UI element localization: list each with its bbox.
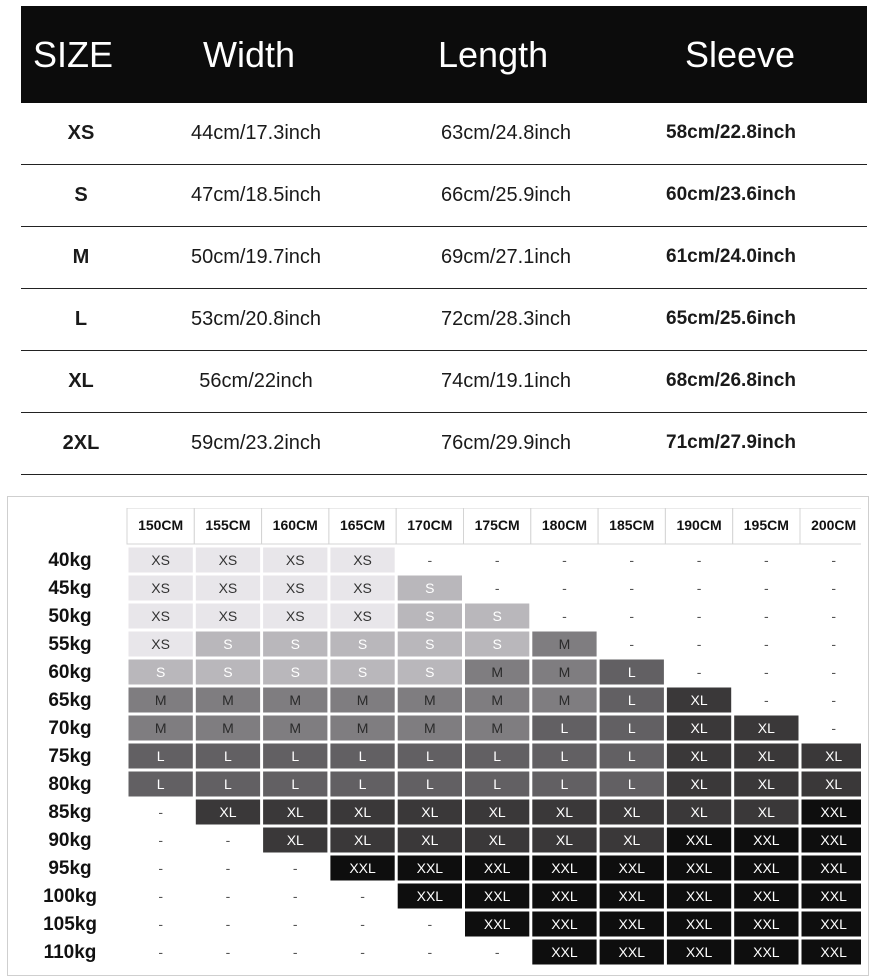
size-cell-label: S xyxy=(425,608,435,624)
size-cell-label: M xyxy=(222,720,234,736)
size-cell-label: XXL xyxy=(618,888,645,904)
header-sleeve: Sleeve xyxy=(685,34,796,75)
size-cell-label: XXL xyxy=(753,944,780,960)
size-cell-label: - xyxy=(158,888,163,904)
weight-label: 95kg xyxy=(48,858,92,879)
size-cell-label: XS xyxy=(151,580,170,596)
height-header: 195CM xyxy=(743,517,789,533)
size-cell-label: - xyxy=(562,608,567,624)
size-cell-label: - xyxy=(158,944,163,960)
weight-label: 60kg xyxy=(48,662,92,683)
size-cell-label: - xyxy=(427,552,433,568)
size-cell-label: - xyxy=(629,608,635,624)
size-cell-label: - xyxy=(225,888,231,904)
size-cell-label: XXL xyxy=(685,916,713,932)
size-cell-label: XS xyxy=(285,580,305,596)
size-cell-label: XL xyxy=(690,776,708,792)
size-cell-label: L xyxy=(560,720,569,736)
size-cell-label: XL xyxy=(690,804,708,820)
size-cell-label: M xyxy=(222,692,234,708)
size-cell-label: - xyxy=(360,944,365,960)
weight-label: 90kg xyxy=(48,830,92,851)
size-row-xs xyxy=(21,103,867,165)
weight-label: 55kg xyxy=(48,634,92,655)
size-row-s xyxy=(21,165,867,227)
size-cell-label: - xyxy=(629,636,635,652)
size-cell-label: XXL xyxy=(753,832,780,848)
size-cell-label: XXL xyxy=(349,860,376,876)
size-cell-label: L xyxy=(224,748,232,764)
sleeve-value: 71cm/27.9inch xyxy=(666,432,796,453)
size-label: 2XL xyxy=(62,432,100,454)
size-cell-label: M xyxy=(491,664,503,680)
size-cell-label: - xyxy=(360,888,365,904)
size-cell-label: XXL xyxy=(618,916,645,932)
size-cell-label: S xyxy=(492,608,502,624)
size-cell-label: XXL xyxy=(753,888,780,904)
size-cell-label: XXL xyxy=(753,860,780,876)
size-cell-label: - xyxy=(158,860,163,876)
height-header: 160CM xyxy=(272,517,318,533)
size-cell-label: - xyxy=(831,552,836,568)
size-cell-label: XL xyxy=(488,804,506,820)
sleeve-value: 68cm/26.8inch xyxy=(666,370,796,391)
sleeve-value: 65cm/25.6inch xyxy=(666,308,796,329)
size-cell-label: M xyxy=(491,692,503,708)
size-cell-label: L xyxy=(627,720,636,736)
size-cell-label: M xyxy=(289,720,302,736)
size-table-header xyxy=(21,6,867,103)
size-cell-label: - xyxy=(696,552,702,568)
weight-label: 70kg xyxy=(48,718,92,739)
size-cell-label: XL xyxy=(757,804,775,820)
size-cell-label: XL xyxy=(623,804,641,820)
size-cell-label: L xyxy=(493,776,502,792)
size-cell-label: - xyxy=(225,944,231,960)
size-cell-label: S xyxy=(425,636,435,652)
size-cell-label: - xyxy=(696,636,702,652)
size-cell-label: XS xyxy=(151,608,170,624)
size-cell-label: S xyxy=(290,664,300,680)
size-cell-label: M xyxy=(491,720,503,736)
size-cell-label: XL xyxy=(421,832,439,848)
size-cell-label: - xyxy=(764,636,769,652)
size-cell-label: XXL xyxy=(685,944,713,960)
size-cell-label: XXL xyxy=(551,860,578,876)
size-cell-label: - xyxy=(831,608,836,624)
size-label: S xyxy=(74,184,88,206)
size-cell-label: L xyxy=(425,776,434,792)
size-cell-label: - xyxy=(764,664,769,680)
size-cell-label: S xyxy=(492,636,502,652)
fit-chart-grid xyxy=(12,508,861,968)
size-cell-label: XXL xyxy=(483,888,511,904)
size-cell-label: XXL xyxy=(483,860,511,876)
size-cell-label: XXL xyxy=(416,888,444,904)
size-cell-label: XL xyxy=(219,804,237,820)
size-cell-label: S xyxy=(223,636,233,652)
width-value: 56cm/22inch xyxy=(199,370,313,392)
size-cell-label: XS xyxy=(353,608,372,624)
size-cell-label: XXL xyxy=(685,888,713,904)
width-value: 53cm/20.8inch xyxy=(190,308,322,330)
size-cell-label: XS xyxy=(218,580,238,596)
height-header: 190CM xyxy=(676,517,722,533)
size-cell-label: XXL xyxy=(820,804,847,820)
size-cell-label: - xyxy=(764,580,769,596)
size-cell-label: - xyxy=(225,832,231,848)
height-header: 165CM xyxy=(339,517,386,533)
size-cell-label: XXL xyxy=(551,916,578,932)
size-cell-label: XXL xyxy=(551,944,578,960)
size-cell-label: - xyxy=(831,580,836,596)
size-cell-label: XL xyxy=(825,748,843,764)
sleeve-value: 58cm/22.8inch xyxy=(666,122,796,143)
size-cell-label: XL xyxy=(825,776,843,792)
size-cell-label: XL xyxy=(757,748,775,764)
size-cell-label: - xyxy=(696,580,702,596)
size-cell-label: XL xyxy=(421,804,439,820)
size-table xyxy=(21,6,867,475)
size-cell-label: L xyxy=(560,748,569,764)
size-cell-label: L xyxy=(358,776,367,792)
size-cell-label: XL xyxy=(690,692,708,708)
size-cell-label: S xyxy=(155,664,166,680)
size-label: L xyxy=(74,308,88,330)
size-cell-label: - xyxy=(494,944,500,960)
size-cell-label: - xyxy=(158,916,163,932)
size-cell-label: S xyxy=(223,664,233,680)
size-cell-label: - xyxy=(225,916,231,932)
size-cell-label: XS xyxy=(151,552,170,568)
size-cell-label: XXL xyxy=(416,860,444,876)
size-cell-label: XXL xyxy=(820,832,847,848)
size-cell-label: - xyxy=(562,552,567,568)
size-cell-label: XS xyxy=(353,580,372,596)
size-cell-label: L xyxy=(156,748,165,764)
height-header: 180CM xyxy=(541,517,588,533)
size-cell-label: - xyxy=(427,944,433,960)
weight-label: 105kg xyxy=(43,914,97,935)
width-value: 47cm/18.5inch xyxy=(190,184,322,206)
size-cell-label: - xyxy=(225,860,231,876)
size-cell-label: - xyxy=(494,580,500,596)
weight-label: 80kg xyxy=(48,774,92,795)
height-header: 170CM xyxy=(407,517,453,533)
size-cell-label: XL xyxy=(623,832,641,848)
size-cell-label: L xyxy=(156,776,165,792)
size-cell-label: XS xyxy=(218,608,238,624)
size-cell-label: M xyxy=(154,692,167,708)
size-cell-label: XXL xyxy=(618,944,645,960)
size-cell-label: - xyxy=(158,832,163,848)
header-width: Width xyxy=(203,34,296,75)
size-cell-label: M xyxy=(356,720,369,736)
size-cell-label: - xyxy=(831,692,836,708)
size-cell-label: - xyxy=(764,692,769,708)
size-cell-label: L xyxy=(627,748,636,764)
height-header: 185CM xyxy=(609,517,655,533)
size-cell-label: XXL xyxy=(753,916,780,932)
size-cell-label: XS xyxy=(353,552,372,568)
size-cell-label: L xyxy=(224,776,232,792)
header-length: Length xyxy=(438,34,549,75)
size-cell-label: XS xyxy=(285,552,305,568)
weight-label: 75kg xyxy=(48,746,92,767)
size-cell-label: L xyxy=(291,748,300,764)
length-value: 63cm/24.8inch xyxy=(440,122,572,144)
size-cell-label: XL xyxy=(353,832,372,848)
size-cell-label: XXL xyxy=(685,860,713,876)
size-cell-label: M xyxy=(558,664,571,680)
size-cell-label: - xyxy=(427,916,433,932)
size-cell-label: - xyxy=(629,580,635,596)
weight-label: 100kg xyxy=(43,886,97,907)
size-cell-label: - xyxy=(158,804,163,820)
size-cell-label: L xyxy=(493,748,502,764)
size-cell-label: XS xyxy=(218,552,238,568)
size-cell-label: M xyxy=(424,720,436,736)
size-cell-label: - xyxy=(696,608,702,624)
size-cell-label: XL xyxy=(286,804,304,820)
height-header: 175CM xyxy=(474,517,520,533)
size-cell-label: - xyxy=(494,552,500,568)
size-cell-label: M xyxy=(356,692,369,708)
size-label: XS xyxy=(67,122,95,144)
size-cell-label: - xyxy=(562,580,567,596)
width-value: 44cm/17.3inch xyxy=(190,122,322,144)
length-value: 74cm/19.1inch xyxy=(440,370,572,392)
size-cell-label: M xyxy=(289,692,302,708)
length-value: 66cm/25.9inch xyxy=(440,184,572,206)
size-cell-label: XL xyxy=(690,720,708,736)
sleeve-value: 60cm/23.6inch xyxy=(666,184,796,205)
size-cell-label: XL xyxy=(690,748,708,764)
size-cell-label: XS xyxy=(151,636,170,652)
width-value: 50cm/19.7inch xyxy=(190,246,322,268)
size-cell-label: - xyxy=(292,888,298,904)
weight-label: 85kg xyxy=(48,802,92,823)
size-cell-label: L xyxy=(425,748,434,764)
size-cell-label: L xyxy=(627,692,636,708)
size-cell-label: XS xyxy=(285,608,305,624)
size-cell-label: XL xyxy=(353,804,372,820)
size-cell-label: M xyxy=(558,692,571,708)
size-cell-label: - xyxy=(831,664,836,680)
size-cell-label: - xyxy=(696,664,702,680)
size-cell-label: - xyxy=(629,552,635,568)
size-cell-label: S xyxy=(290,636,300,652)
fit-chart-svg xyxy=(12,508,861,968)
size-cell-label: M xyxy=(154,720,167,736)
size-cell-label: XXL xyxy=(820,888,847,904)
weight-label: 50kg xyxy=(48,606,92,627)
height-header: 200CM xyxy=(811,517,857,533)
size-cell-label: - xyxy=(831,636,836,652)
size-cell-label: S xyxy=(357,664,368,680)
size-cell-label: XL xyxy=(555,804,574,820)
weight-label: 65kg xyxy=(48,690,92,711)
size-cell-label: - xyxy=(292,860,298,876)
size-cell-label: XL xyxy=(488,832,506,848)
size-row-l xyxy=(21,289,867,351)
height-header: 155CM xyxy=(205,517,251,533)
size-cell-label: M xyxy=(424,692,436,708)
width-value: 59cm/23.2inch xyxy=(190,432,322,454)
size-cell-label: XL xyxy=(757,776,775,792)
size-row-xl xyxy=(21,351,867,413)
size-cell-label: L xyxy=(560,776,569,792)
size-cell-label: L xyxy=(627,776,636,792)
size-row-2xl xyxy=(21,413,867,475)
sleeve-value: 61cm/24.0inch xyxy=(666,246,796,267)
size-cell-label: XL xyxy=(555,832,574,848)
size-cell-label: XL xyxy=(757,720,775,736)
size-cell-label: - xyxy=(360,916,365,932)
size-row-m xyxy=(21,227,867,289)
size-cell-label: S xyxy=(425,580,435,596)
size-cell-label: L xyxy=(358,748,367,764)
size-cell-label: XXL xyxy=(820,916,847,932)
size-cell-label: XXL xyxy=(483,916,511,932)
length-value: 72cm/28.3inch xyxy=(440,308,572,330)
size-cell-label: - xyxy=(292,944,298,960)
size-cell-label: L xyxy=(627,664,636,680)
weight-label: 110kg xyxy=(43,942,97,963)
size-cell-label: XL xyxy=(286,832,304,848)
header-size: SIZE xyxy=(33,34,114,75)
size-cell-label: XXL xyxy=(820,860,847,876)
height-header: 150CM xyxy=(138,517,184,533)
weight-label: 40kg xyxy=(48,550,92,571)
size-cell-label: XXL xyxy=(551,888,578,904)
fit-chart xyxy=(7,496,869,976)
size-cell-label: XXL xyxy=(820,944,847,960)
size-cell-label: S xyxy=(425,664,435,680)
size-cell-label: L xyxy=(291,776,300,792)
size-cell-label: - xyxy=(292,916,298,932)
size-cell-label: - xyxy=(764,552,769,568)
weight-label: 45kg xyxy=(48,578,92,599)
size-label: XL xyxy=(68,370,94,392)
size-cell-label: - xyxy=(764,608,769,624)
length-value: 76cm/29.9inch xyxy=(440,432,572,454)
size-cell-label: S xyxy=(357,636,368,652)
length-value: 69cm/27.1inch xyxy=(440,246,572,268)
size-cell-label: XXL xyxy=(685,832,713,848)
size-cell-label: XXL xyxy=(618,860,645,876)
size-label: M xyxy=(72,246,90,268)
size-cell-label: M xyxy=(558,636,571,652)
size-cell-label: - xyxy=(831,720,836,736)
